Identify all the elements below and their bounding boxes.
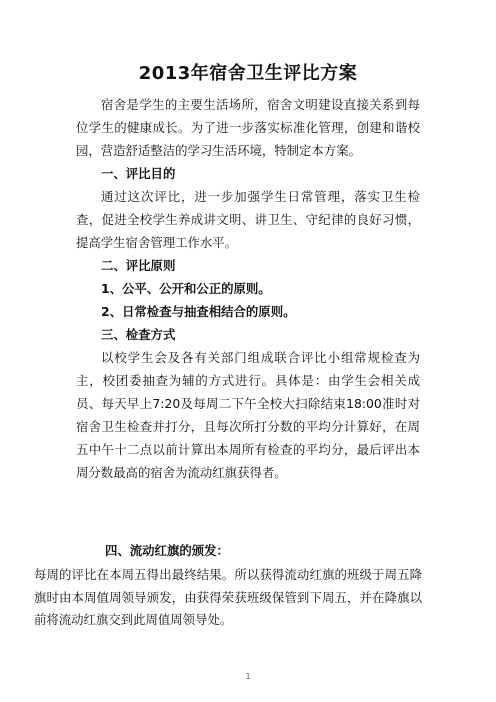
inspection-method-paragraph: 以校学生会及各有关部门组成联合评比小组常规检查为主，校团委抽查为辅的方式进行。具体是：由学生会相关成员、每天早上7:20及每周二下午全校大扫除结束18:00准时对宿舍卫生检查并打分，且每次所打分数的平均分计算好，在周五中午十二点以前计算出本周所有检查的平均分，最后评出本周分数最高的宿舍为流动红旗获得者。 [76,350,420,480]
document-title: 2013年宿舍卫生评比方案 [138,63,358,84]
section-heading-inspection-method: 三、检查方式 [101,327,176,342]
page-number: 1 [245,672,251,681]
principle-item-1: 1、公平、公开和公正的原则。 [101,281,271,296]
section-heading-principles: 二、评比原则 [101,258,176,273]
section-heading-purpose: 一、评比目的 [101,166,176,181]
intro-paragraph: 宿舍是学生的主要生活场所，宿舍文明建设直接关系到每位学生的健康成长。为了进一步落实标准化管理，创建和谐校园，营造舒适整洁的学习生活环境，特制定本方案。 [76,97,420,158]
principle-item-2: 2、日常检查与抽查相结合的原则。 [101,304,296,319]
section-heading-red-flag: 四、流动红旗的颁发： [105,543,229,558]
red-flag-paragraph: 每周的评比在本周五得出最终结果。所以获得流动红旗的班级于周五降旗时由本周值周领导颁发，由获得荣获班级保管到下周五，并在降旗以前将流动红旗交到此周值周领导处。 [34,567,422,627]
purpose-paragraph: 通过这次评比，进一步加强学生日常管理，落实卫生检查，促进全校学生养成讲文明、讲卫生、守纪律的良好习惯，提高学生宿舍管理工作水平。 [76,189,420,250]
